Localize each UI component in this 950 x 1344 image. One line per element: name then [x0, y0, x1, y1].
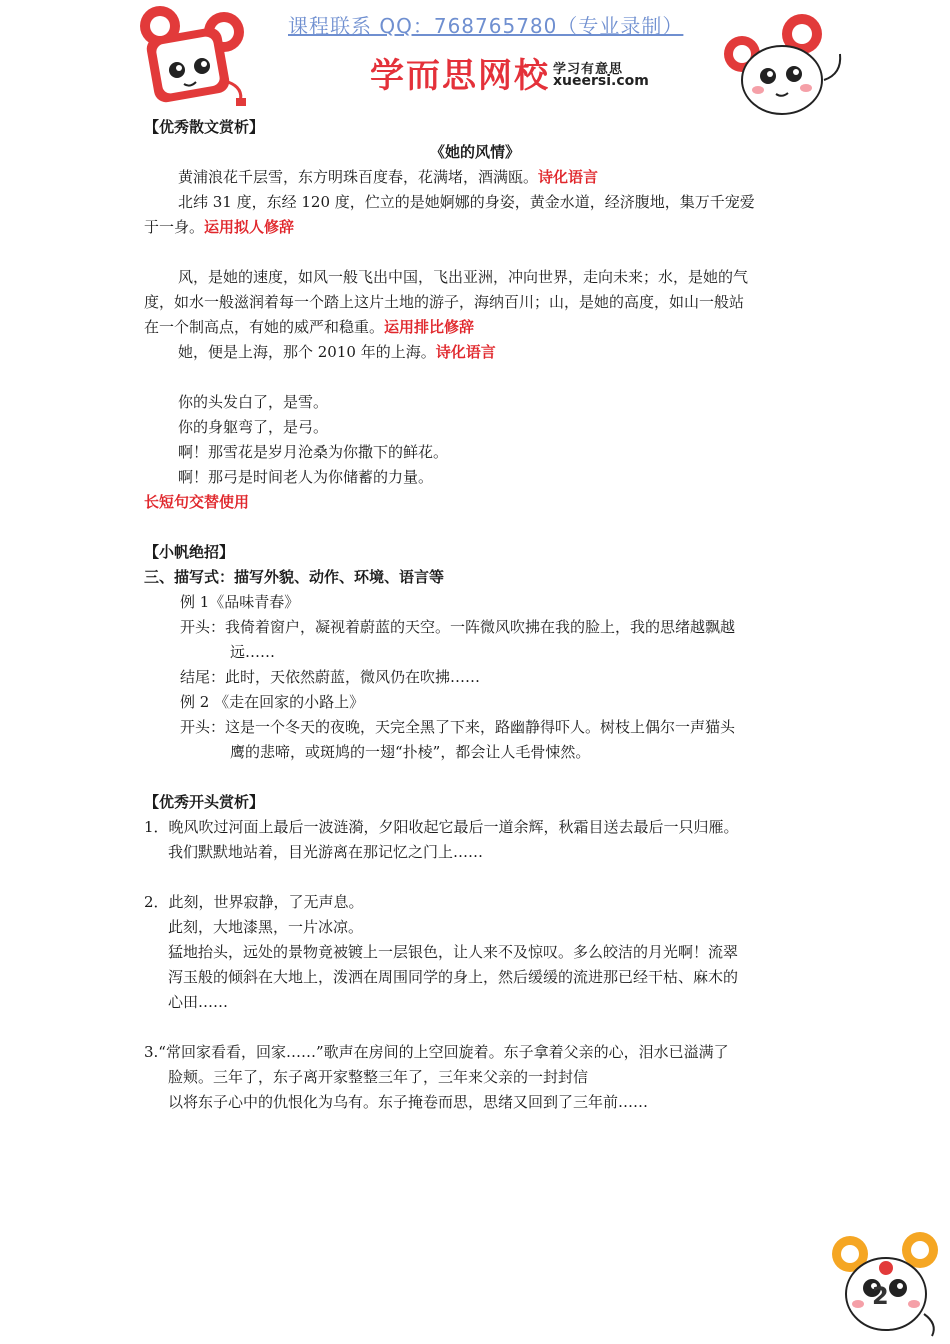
brand-slogan: 学习有意思	[553, 62, 624, 77]
contact-qq[interactable]: 课程联系 QQ：768765780（专业录制）	[288, 14, 684, 38]
tips-ex1-opening-line1: 开头：我倚着窗户，凝视着蔚蓝的天空。一阵微风吹拂在我的脸上，我的思绪越飘越	[180, 618, 736, 636]
essay-p2-text: 于一身。	[144, 218, 205, 236]
essay-p3-note: 运用排比修辞	[384, 318, 475, 336]
essay-heading: 【优秀散文赏析】	[144, 118, 265, 136]
opening-item2-line2: 此刻，大地漆黑，一片冰凉。	[168, 918, 364, 936]
opening-item3-line2: 脸颊。三年了，东子离开家整整三年了，三年来父亲的一封封信	[168, 1068, 589, 1086]
mascot-right-icon	[718, 10, 852, 120]
essay-p4-text: 她，便是上海，那个 2010 年的上海。	[178, 343, 436, 361]
opening-item3-line1: 3.“常回家看看，回家……”歌声在房间的上空回旋着。东子拿着父亲的心，泪水已溢满了	[144, 1043, 729, 1061]
opening-item2-line3: 猛地抬头，远处的景物竟被镀上一层银色，让人来不及惊叹。多么皎洁的月光啊！流翠	[168, 943, 739, 961]
poem-line: 啊！那弓是时间老人为你储蓄的力量。	[178, 468, 434, 486]
essay-p1-text: 黄浦浪花千层雪，东方明珠百度春，花满堵，酒满瓯。	[178, 168, 539, 186]
essay-title: 《她的风情》	[430, 143, 521, 161]
essay-p2-note: 运用拟人修辞	[204, 218, 295, 236]
essay-p3-line3	[144, 315, 474, 340]
brand-logo-text: 学而思网校	[370, 56, 550, 96]
essay-p3-line1: 风，是她的速度，如风一般飞出中国，飞出亚洲，冲向世界，走向未来；水，是她的气	[178, 268, 749, 286]
essay-p3-text: 在一个制高点，有她的威严和稳重。	[144, 318, 385, 336]
opening-item3-line3: 以将东子心中的仇恨化为乌有。东子掩卷而思，思绪又回到了三年前……	[168, 1093, 649, 1111]
tips-subheading: 三、描写式：描写外貌、动作、环境、语言等	[144, 568, 445, 586]
brand-domain: xueersi.com	[553, 73, 649, 89]
poem-line: 你的身躯弯了，是弓。	[178, 418, 329, 436]
tips-ex2-opening-line2: 鹰的悲啼，或斑鸠的一翅“扑棱”，都会让人毛骨悚然。	[230, 743, 591, 761]
essay-p1-note: 诗化语言	[538, 168, 599, 186]
poem-note: 长短句交替使用	[144, 493, 250, 511]
tips-ex2-opening-line1: 开头：这是一个冬天的夜晚，天完全黑了下来，路幽静得吓人。树枝上偶尔一声猫头	[180, 718, 736, 736]
essay-p2-line2	[144, 215, 294, 240]
tips-ex1-opening-line2: 远……	[230, 643, 276, 661]
page-number: 2	[872, 1282, 889, 1310]
opening-item2-line1: 2．此刻，世界寂静，了无声息。	[144, 893, 364, 911]
essay-p4	[178, 340, 496, 365]
opening-item1-line2: 我们默默地站着，目光游离在那记忆之门上……	[168, 843, 484, 861]
essay-p4-note: 诗化语言	[435, 343, 496, 361]
essay-p2-line1: 北纬 31 度，东经 120 度，伫立的是她婀娜的身姿，黄金水道，经济腹地，集万千宠爱	[178, 193, 755, 211]
essay-p3-line2: 度，如水一般滋润着每一个踏上这片土地的游子，海纳百川；山，是她的高度，如山一般站	[144, 293, 745, 311]
mascot-left-icon	[132, 2, 262, 112]
opening-item1-line1: 1．晚风吹过河面上最后一波涟漪，夕阳收起它最后一道余辉，秋霜目送去最后一只归雁。	[144, 818, 739, 836]
opening-item2-line4: 泻玉般的倾斜在大地上，泼洒在周围同学的身上，然后缓缓的流进那已经干枯、麻木的	[168, 968, 739, 986]
openings-heading: 【优秀开头赏析】	[144, 793, 265, 811]
tips-ex2-title: 例 2 《走在回家的小路上》	[180, 693, 365, 711]
tips-ex1-ending: 结尾：此时，天依然蔚蓝，微风仍在吹拂……	[180, 668, 481, 686]
tips-heading: 【小帆绝招】	[144, 543, 235, 561]
tips-ex1-title: 例 1《品味青春》	[180, 593, 300, 611]
opening-item2-line5: 心田……	[168, 993, 229, 1011]
poem-line: 你的头发白了，是雪。	[178, 393, 329, 411]
essay-p1	[178, 165, 598, 190]
poem-line: 啊！那雪花是岁月沧桑为你撒下的鲜花。	[178, 443, 449, 461]
